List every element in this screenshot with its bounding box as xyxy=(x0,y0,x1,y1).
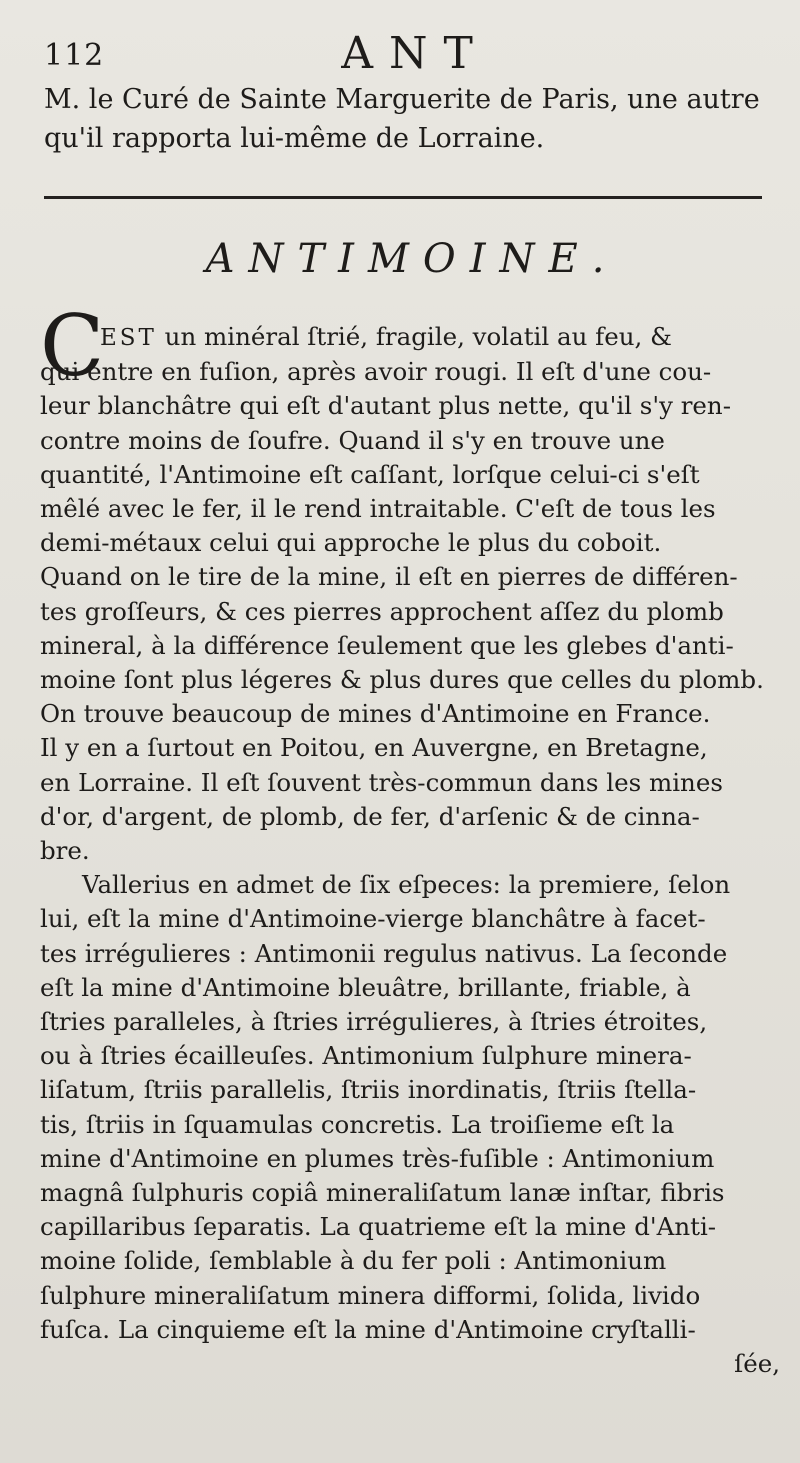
text-line: fuſca. La cinquieme eſt la mine d'Antimoine cryſtalli- xyxy=(40,1314,696,1344)
text-line: tes irrégulieres : Antimonii regulus nativus. La ſeconde xyxy=(40,938,728,968)
drop-cap: C xyxy=(40,297,105,395)
text-line: tes groſſeurs, & ces pierres approchent aſſez du plomb xyxy=(40,596,724,626)
text-line: en Lorraine. Il eſt ſouvent très-commun dans les mines xyxy=(40,767,723,797)
text-line: ou à ſtries écailleuſes. Antimonium ſulphure minera- xyxy=(40,1041,692,1071)
text-line: M. le Curé de Sainte Marguerite de Paris, une autre xyxy=(44,84,760,115)
text-line: capillaribus ſeparatis. La quatrieme eſt la mine d'Anti- xyxy=(40,1212,717,1242)
article-body xyxy=(40,297,780,1381)
text-line: bre. xyxy=(40,836,90,866)
text-line: moine ſolide, ſemblable à du fer poli : Antimonium xyxy=(40,1246,667,1276)
text-line: qui entre en fuſion, après avoir rougi. Il eſt d'une cou- xyxy=(40,357,712,387)
continued-text xyxy=(44,80,780,158)
text-line: qu'il rapporta lui-même de Lorraine. xyxy=(44,123,545,154)
section-rule xyxy=(44,196,762,199)
text-line: lui, eſt la mine d'Antimoine-vierge blanchâtre à facet- xyxy=(40,904,706,934)
text-line: demi-métaux celui qui approche le plus du coboit. xyxy=(40,528,662,558)
text-line: tis, ſtriis in ſquamulas concretis. La troiſieme eſt la xyxy=(40,1109,675,1139)
text-line: d'or, d'argent, de plomb, de fer, d'arſenic & de cinna- xyxy=(40,801,700,831)
first-line-rest: un minéral ſtrié, fragile, volatil au feu, & xyxy=(156,322,672,351)
page-number: 112 xyxy=(44,38,105,73)
text-line: mine d'Antimoine en plumes très-fuſible : Antimonium xyxy=(40,1143,715,1173)
text-line: mêlé avec le fer, il le rend intraitable. C'eſt de tous les xyxy=(40,494,716,524)
text-line: Quand on le tire de la mine, il eſt en pierres de différen- xyxy=(40,562,738,592)
text-line: quantité, l'Antimoine eſt caſſant, lorſque celui-ci s'eſt xyxy=(40,459,700,489)
text-line: Vallerius en admet de ſix eſpeces: la premiere, ſelon xyxy=(82,870,731,900)
text-line: On trouve beaucoup de mines d'Antimoine en France. xyxy=(40,699,711,729)
text-line: moine ſont plus légeres & plus dures que celles du plomb. xyxy=(40,665,764,695)
catchword: ſée, xyxy=(734,1349,780,1379)
text-line: magnâ ſulphuris copiâ mineraliſatum lanæ inſtar, fibris xyxy=(40,1178,725,1208)
text-line: mineral, à la différence ſeulement que les glebes d'anti- xyxy=(40,630,734,660)
text-line: ſtries paralleles, à ſtries irrégulieres, à ſtries étroites, xyxy=(40,1007,708,1037)
first-word: EST xyxy=(100,325,157,351)
running-title: ANT xyxy=(341,28,489,79)
text-line: leur blanchâtre qui eſt d'autant plus nette, qu'il s'y ren- xyxy=(40,391,731,421)
text-line: liſatum, ſtriis parallelis, ſtriis inordinatis, ſtriis ſtella- xyxy=(40,1075,697,1105)
text-line: eſt la mine d'Antimoine bleuâtre, brillante, friable, à xyxy=(40,972,691,1002)
text-line: ſulphure mineraliſatum minera difformi, ſolida, livido xyxy=(40,1280,701,1310)
article-title: ANTIMOINE. xyxy=(205,236,619,282)
text-line: contre moins de ſoufre. Quand il s'y en trouve une xyxy=(40,425,665,455)
text-line xyxy=(40,320,780,355)
running-head xyxy=(40,28,780,78)
text-line: Il y en a ſurtout en Poitou, en Auvergne, en Bretagne, xyxy=(40,733,708,763)
